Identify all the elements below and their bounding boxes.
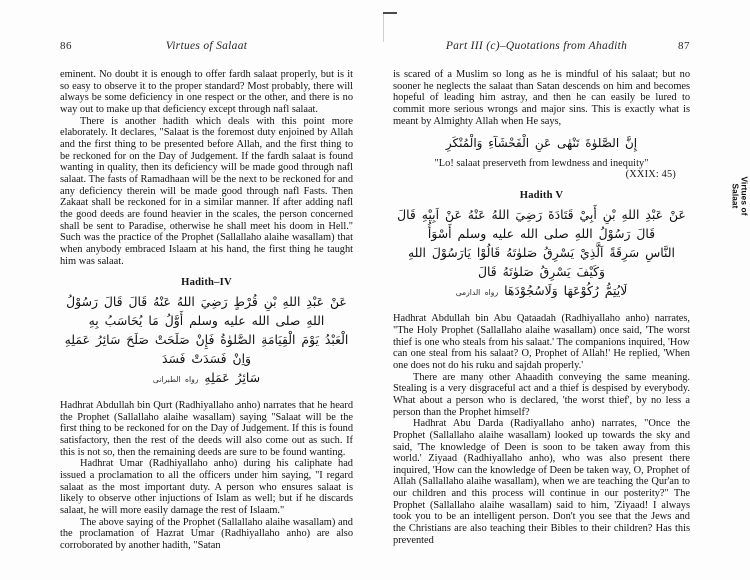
hadith-iv-source-attribution: رواه الطبرانى xyxy=(152,375,199,385)
hadith-v-arabic-line-3-text: لَايُتِمُّ رُكُوْعَهَا وَلَاسُجُوْدَهَا xyxy=(504,283,628,299)
chapter-side-tab xyxy=(732,150,748,242)
hadith-v-arabic-line-1: عَنْ عَبْدِ اللهِ بْنِ أَبِيْ قَتَادَةَ رَضِيَ اللهُ عَنْهُ عَنْ اَبِيْهِ قَالَ قَالَ رَسُوْلُ اللهِ صلى الله عليه وسلم أَسْوَأُ xyxy=(397,207,686,242)
quran-verse-translation: "Lo! salaat preserveth from lewdness and inequity" xyxy=(434,158,649,170)
right-page-folio: 87 xyxy=(678,40,690,52)
left-paragraph-2: There is another hadith which deals with this point more elaborately. It declares, "Salaat is the foremost duty enjoined by Allah and the first thing to be presented before Allah, and the first thing to be reckoned for on the Day of Judgement. If the fardh salaat is found wanting in quality, then its deficiency will be made good through nafl salaat. The fasts of Ramadhaan will be the next to be reckoned for and any deficiency therein will be made good through nafl Fasts. Then Zakaat shall be reckoned for in a similar manner. If after adding nafl the good deeds are found heavier in the scales, the person concerned shall be sent to Paradise, otherwise he shall meet his doom in Hell." Such was the practice of the Prophet (Sallallaho alaihe wasallam) that when anybody embraced Islaam at his hand, the first thing he taught him was salaat. xyxy=(60,115,353,267)
hadith-iv-arabic-line-3 xyxy=(60,368,353,389)
left-page-running-head xyxy=(60,40,353,54)
left-paragraph-1: eminent. No doubt it is enough to offer fardh salaat properly, but is it so easy to observe it to the proper standard? Most probably, there will always be some deficiency in one respect or the other, and there is no way out to make up that deficiency except through nafl salaat. xyxy=(60,69,353,115)
hadith-iv-arabic xyxy=(60,292,353,389)
hadith-v-arabic-line-2: النَّاسِ سَرِقَةً اَلَّذِيْ يَسْرِقُ صَلوٰتَهُ قَالُوْا يَارَسُوْلَ اللهِ وَكَيْفَ يَسْرِقُ صَلوٰتَهُ قَالَ xyxy=(408,245,675,280)
right-page-header-title: Part III (c)–Quotations from Ahadith xyxy=(445,40,628,52)
right-paragraph-3: There are many other Ahaadith conveying the same meaning. Stealing is a very disgraceful act and a thief is despised by everybody. What about a person who is declared, 'the worst thief', by no less a person than the Prophet himself? xyxy=(393,371,690,418)
hadith-v-source-attribution: رواه الدارمى xyxy=(455,288,499,298)
left-page-header-title: Virtues of Salaat xyxy=(165,40,248,52)
right-page-running-head xyxy=(393,40,690,54)
left-paragraph-3: Hadhrat Abdullah bin Qurt (Radhiyallaho anho) narrates that he heard the Prophet (Sallallaho alaihe wasallam) saying "Salaat will be the first thing to be reckoned for on the Day of Judgement. If this is found satisfactory, then the rest of the deeds will also come out as such. If this is not so, then the remaining deeds are sure to be found wanting. xyxy=(60,400,353,458)
quran-verse-arabic: إِنَّ الصَّلوٰةَ تَنْهٰى عَنِ الْفَحْشَآءِ وَالْمُنْكَرِ xyxy=(445,136,638,151)
right-paragraph-2: Hadhrat Abdullah bin Abu Qataadah (Radhiyallaho anho) narrates, "The Holy Prophet (Sallallaho alaihe wasallam) once said, 'The worst thief is one who steals from his salaat.' The companions inquired, 'How can one steal from his salaat? O, Prophet of Allah!' He replied, 'When one does not do his ruku and sajdah properly.' xyxy=(393,313,690,371)
hadith-iv-arabic-line-2: الْعَبْدُ يَوْمَ الْقِيَامَةِ الصَّلوٰةُ فَإِنْ صَلَحَتْ صَلَحَ سَائِرُ عَمَلِهِ وَاِنْ فَسَدَتْ فَسَدَ xyxy=(64,332,349,367)
hadith-v-arabic-line-3 xyxy=(393,281,690,302)
left-page-folio: 86 xyxy=(60,40,72,52)
left-paragraph-5: The above saying of the Prophet (Sallallaho alaihe wasallam) and the proclamation of Hazrat Umar (Radhiyallaho anho) are also corroborated by another hadith, "Satan xyxy=(60,516,353,552)
quran-verse-reference: (XXIX: 45) xyxy=(625,169,676,181)
hadith-iv-arabic-line-3-text: سَائِرُ عَمَلِهِ xyxy=(204,370,261,386)
hadith-v-heading: Hadith V xyxy=(519,190,564,202)
right-paragraph-1: is scared of a Muslim so long as he is mindful of his salaat; but no sooner he neglects the salaat than Satan descends on him and becomes hopeful of leading him astray, and then he can easily be lured to commit more serious wrongs and major sins. This is exactly what is meant by Almighty Allah when He says, xyxy=(393,69,690,127)
hadith-iv-heading: Hadith–IV xyxy=(181,277,232,289)
hadith-v-arabic xyxy=(393,205,690,302)
right-page xyxy=(375,0,750,580)
side-tab-line-2: Salaat xyxy=(731,183,741,209)
right-paragraph-4: Hadhrat Abu Darda (Radiyallaho anho) narrates, "Once the Prophet (Sallallaho alaihe wasallam) looked up towards the sky and said, 'The knowledge of Deen is soon to be taken away from this world.' Ziyaad (Radhiyallaho anho), who was also present there inquired, 'How can the knowledge of Deen be taken way, O, Prophet of Allah (Sallallaho alaihe wasallam), when we are teaching the Qur'an to our children and this process will continue in our posterity?" The Prophet (Sallallaho alaihe wasallam) said to him, 'Ziyaad! I always took you to be an intelligent person. Don't you see that the Jews and the Christians are also teaching their Bibles to their children? Has this prevented xyxy=(393,418,690,546)
hadith-iv-arabic-line-1: عَنْ عَبْدِ اللهِ بْنِ قُرْطٍ رَضِيَ اللهُ عَنْهُ قَالَ قَالَ رَسُوْلُ اللهِ صلى الله عليه وسلم أَوَّلُ مَا يُحَاسَبُ بِهِ xyxy=(66,294,347,329)
left-paragraph-4: Hadhrat Umar (Radhiyallaho anho) during his caliphate had issued a proclamation to all the officers under him saying, "I regard salaat as the most important duty. A person who ensures salaat is likely to observe other injuctions of Islam as well; but if he discards salaat, he will more easily damage the rest of Islaam." xyxy=(60,458,353,517)
side-tab-line-1: Virtues of xyxy=(740,176,750,216)
